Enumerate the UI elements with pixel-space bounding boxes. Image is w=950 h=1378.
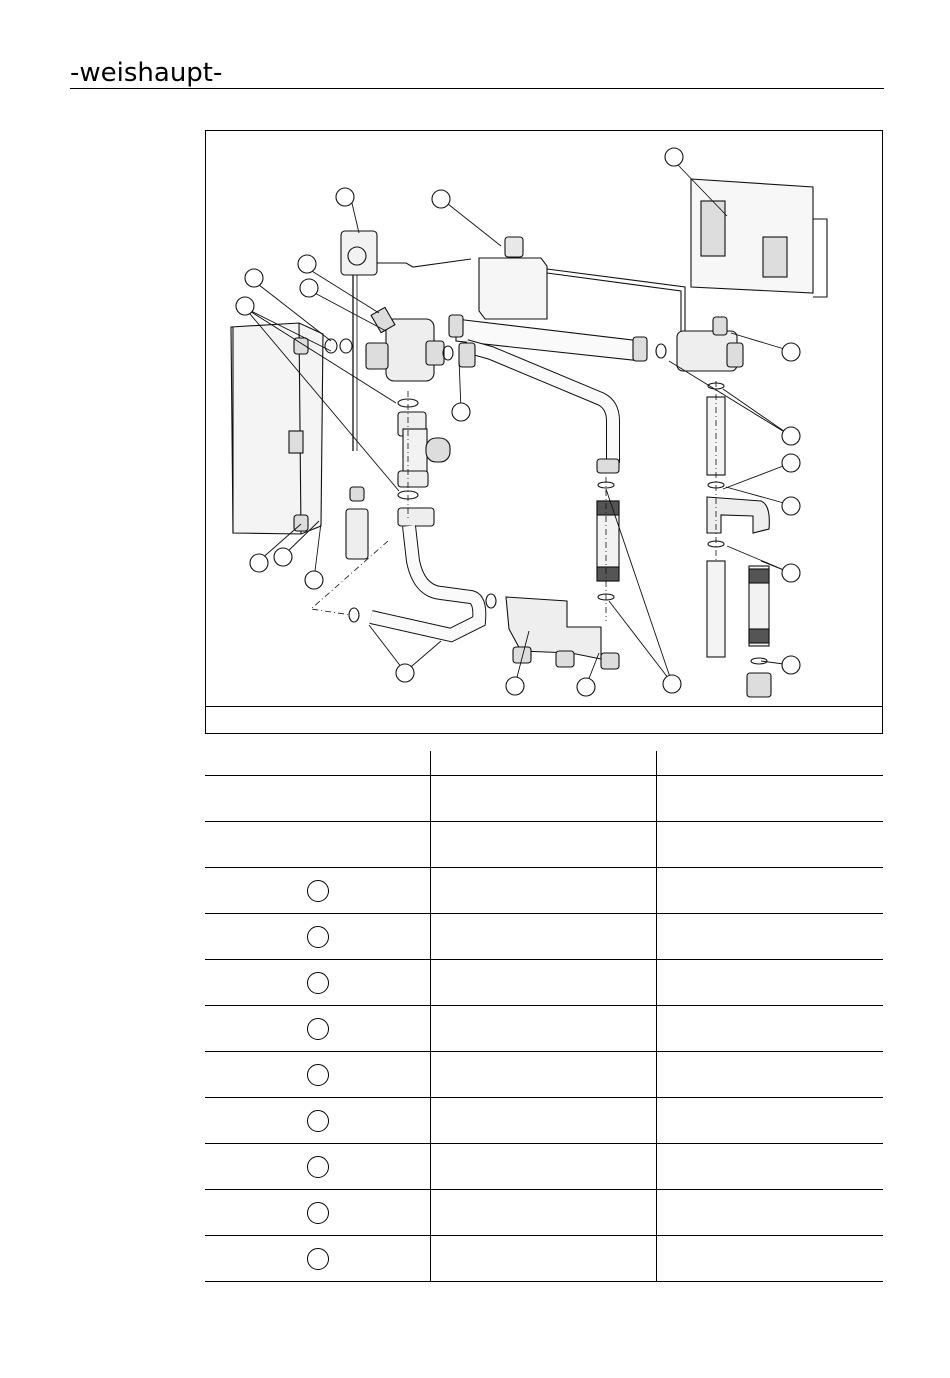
table-cell: [205, 776, 431, 822]
table-header-cell: [205, 751, 431, 776]
callout-circle: [274, 548, 292, 566]
tee-fitting-assembly: [398, 399, 450, 526]
callout-circle: [577, 678, 595, 696]
callout-circle: [236, 297, 254, 315]
callout-circle: [782, 343, 800, 361]
callout-circle: [432, 190, 450, 208]
callout-circle: [298, 255, 316, 273]
table-cell: [431, 1098, 657, 1144]
control-board: [691, 179, 827, 297]
callout-circle: [452, 403, 470, 421]
table-cell: [657, 1006, 884, 1052]
table-row: [205, 1098, 883, 1144]
table-cell: [431, 1190, 657, 1236]
table-cell: [657, 1052, 884, 1098]
table-row: [205, 1236, 883, 1282]
table-row: [205, 1052, 883, 1098]
table-cell: [657, 1236, 884, 1282]
table-row: [205, 868, 883, 914]
dash-dot-guide-lines: [311, 381, 716, 621]
table-cell: [657, 1144, 884, 1190]
junction-box: [479, 237, 685, 333]
callout-circle: [396, 664, 414, 682]
callout-circle: [300, 279, 318, 297]
table-cell: [205, 822, 431, 868]
callout-circle: [506, 677, 524, 695]
table-cell: [205, 1144, 431, 1190]
callout-circle: [250, 554, 268, 572]
callout-marker-icon: [307, 1018, 329, 1040]
table-row: [205, 1190, 883, 1236]
right-valve-assembly: [656, 317, 771, 697]
table-cell: [205, 1098, 431, 1144]
callout-marker-icon: [307, 1064, 329, 1086]
callout-marker-icon: [307, 880, 329, 902]
center-flex-hose: [597, 482, 619, 600]
callout-marker-icon: [307, 1110, 329, 1132]
heat-exchanger-unit: [231, 323, 323, 534]
table-cell: [205, 868, 431, 914]
table-cell: [205, 914, 431, 960]
table-header-cell: [431, 751, 657, 776]
lower-pipe-and-manifold: [346, 487, 619, 669]
table-cell: [431, 868, 657, 914]
table-header-cell: [657, 751, 884, 776]
table-cell: [205, 960, 431, 1006]
table-cell: [431, 1006, 657, 1052]
hydraulic-assembly-exploded-view: [206, 131, 882, 707]
table-cell: [431, 1236, 657, 1282]
table-cell: [431, 822, 657, 868]
table-cell: [205, 1190, 431, 1236]
table-row: [205, 1144, 883, 1190]
table-cell: [205, 1052, 431, 1098]
callout-circle: [336, 188, 354, 206]
table-cell: [205, 1006, 431, 1052]
table-cell: [431, 1052, 657, 1098]
table-cell: [657, 960, 884, 1006]
callout-circle: [782, 656, 800, 674]
callout-marker-icon: [307, 972, 329, 994]
callout-circle: [305, 571, 323, 589]
table-cell: [657, 776, 884, 822]
callout-marker-icon: [307, 1248, 329, 1270]
callout-circle: [782, 564, 800, 582]
table-row: [205, 1006, 883, 1052]
table-cell: [657, 1098, 884, 1144]
table-header-row: [205, 751, 883, 776]
callout-circle: [782, 427, 800, 445]
header-rule: [70, 88, 884, 89]
exploded-diagram-frame: [205, 130, 883, 734]
table-cell: [657, 822, 884, 868]
table-row: [205, 960, 883, 1006]
weishaupt-logo: -weishaupt-: [70, 58, 223, 88]
callout-circle: [782, 497, 800, 515]
table-cell: [431, 960, 657, 1006]
table-cell: [657, 914, 884, 960]
long-pipes: [449, 315, 647, 473]
table-row: [205, 914, 883, 960]
table-cell: [431, 914, 657, 960]
table-cell: [657, 868, 884, 914]
callout-circle: [663, 675, 681, 693]
parts-table: [205, 751, 883, 1282]
callout-circle: [782, 454, 800, 472]
table-row: [205, 822, 883, 868]
table-cell: [431, 1144, 657, 1190]
table-cell: [205, 1236, 431, 1282]
table-row: [205, 776, 883, 822]
table-cell: [431, 776, 657, 822]
callout-circle: [665, 148, 683, 166]
table-cell: [657, 1190, 884, 1236]
callout-marker-icon: [307, 926, 329, 948]
figure-caption: [206, 706, 882, 733]
callout-circle: [245, 269, 263, 287]
callout-marker-icon: [307, 1156, 329, 1178]
callout-marker-icon: [307, 1202, 329, 1224]
